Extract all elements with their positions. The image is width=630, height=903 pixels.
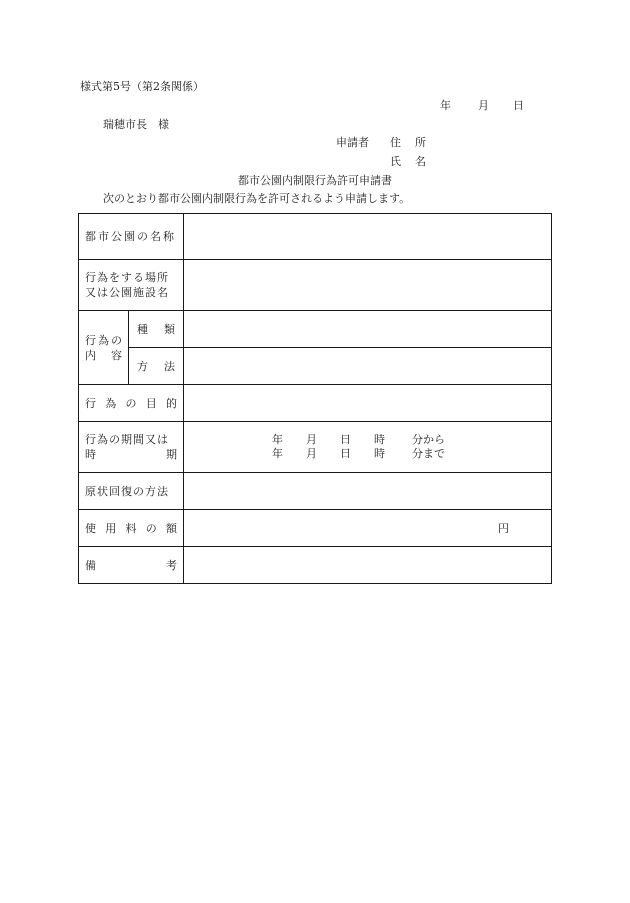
label-char: 為	[98, 333, 109, 347]
park-name-value[interactable]	[184, 214, 552, 260]
label-char: 行	[85, 396, 96, 410]
period-from-year: 年	[272, 433, 283, 446]
date-day: 日	[513, 99, 524, 112]
date-line	[440, 99, 524, 113]
applicant-label: 申請者	[336, 136, 369, 149]
period-from-minute: 分から	[412, 433, 445, 446]
period-label	[79, 422, 184, 473]
place-label	[79, 260, 184, 311]
label-char: 方	[137, 359, 148, 373]
kind-label	[129, 311, 184, 348]
period-to-year: 年	[272, 447, 283, 460]
label-char: 備	[85, 558, 96, 572]
date-year: 年	[440, 99, 451, 112]
table-row	[79, 547, 552, 584]
fee-value[interactable]	[184, 510, 552, 547]
period-from-line	[184, 433, 551, 447]
period-to-month: 月	[306, 447, 317, 460]
label-char: 料	[125, 521, 137, 535]
label-char: 為	[105, 396, 117, 410]
place-label-line1: 行為をする場所	[85, 271, 169, 284]
label-char: 内	[85, 348, 96, 362]
period-from-hour: 時	[374, 433, 385, 446]
label-char: 使	[85, 521, 96, 535]
table-row	[79, 348, 552, 385]
intro-text: 次のとおり都市公園内制限行為を許可されるよう申請します。	[103, 192, 411, 205]
restoration-label: 原状回復の方法	[79, 473, 184, 510]
remarks-label	[79, 547, 184, 584]
fee-unit: 円	[498, 522, 509, 535]
label-char: 行	[85, 333, 96, 347]
kind-value[interactable]	[184, 311, 552, 348]
content-label	[79, 311, 129, 385]
label-char: 額	[166, 521, 177, 535]
applicant-name-line	[336, 155, 426, 169]
label-char: 考	[166, 558, 177, 572]
table-row	[79, 473, 552, 510]
address-label-char: 所	[415, 136, 426, 149]
document-title: 都市公園内制限行為許可申請書	[238, 174, 392, 187]
purpose-value[interactable]	[184, 385, 552, 422]
period-to-day: 日	[340, 447, 351, 460]
label-char: 種	[137, 322, 148, 336]
label-char: 類	[164, 322, 175, 336]
label-char: 容	[111, 348, 122, 362]
remarks-value[interactable]	[184, 547, 552, 584]
period-label-line1: 行為の期間又は	[85, 433, 169, 446]
period-value[interactable]	[184, 422, 552, 473]
period-to-line	[184, 447, 551, 461]
table-row	[79, 311, 552, 348]
form-number: 様式第5号（第2条関係）	[80, 80, 204, 93]
place-value[interactable]	[184, 260, 552, 311]
table-row	[79, 510, 552, 547]
label-char: 用	[105, 521, 117, 535]
label-char: 法	[164, 359, 175, 373]
period-label-line2	[85, 447, 177, 462]
period-from-month: 月	[306, 433, 317, 446]
content-label-line2	[85, 348, 122, 363]
applicant-address-line	[336, 136, 426, 150]
period-from-day: 日	[340, 433, 351, 446]
park-name-label: 都市公園の名称	[79, 214, 184, 260]
label-char: 時	[85, 448, 96, 461]
name-label-char: 氏	[390, 155, 401, 168]
period-to-minute: 分まで	[412, 447, 445, 460]
label-char: の	[111, 333, 122, 347]
label-char: 期	[166, 448, 177, 461]
label-char: の	[125, 396, 137, 410]
label-char: 的	[166, 396, 177, 410]
table-row	[79, 260, 552, 311]
content-label-line1	[85, 333, 122, 348]
fee-label	[79, 510, 184, 547]
application-form-table	[78, 213, 552, 584]
name-label-char: 名	[415, 155, 426, 168]
addressee: 瑞穂市長 様	[103, 118, 169, 131]
date-month: 月	[478, 99, 489, 112]
restoration-value[interactable]	[184, 473, 552, 510]
purpose-label	[79, 385, 184, 422]
method-value[interactable]	[184, 348, 552, 385]
place-label-line2: 又は公園施設名	[85, 286, 169, 299]
label-char: の	[145, 521, 157, 535]
period-to-hour: 時	[374, 447, 385, 460]
table-row	[79, 385, 552, 422]
table-row	[79, 214, 552, 260]
label-char: 目	[145, 396, 157, 410]
method-label	[129, 348, 184, 385]
address-label-char: 住	[390, 136, 401, 149]
table-row	[79, 422, 552, 473]
